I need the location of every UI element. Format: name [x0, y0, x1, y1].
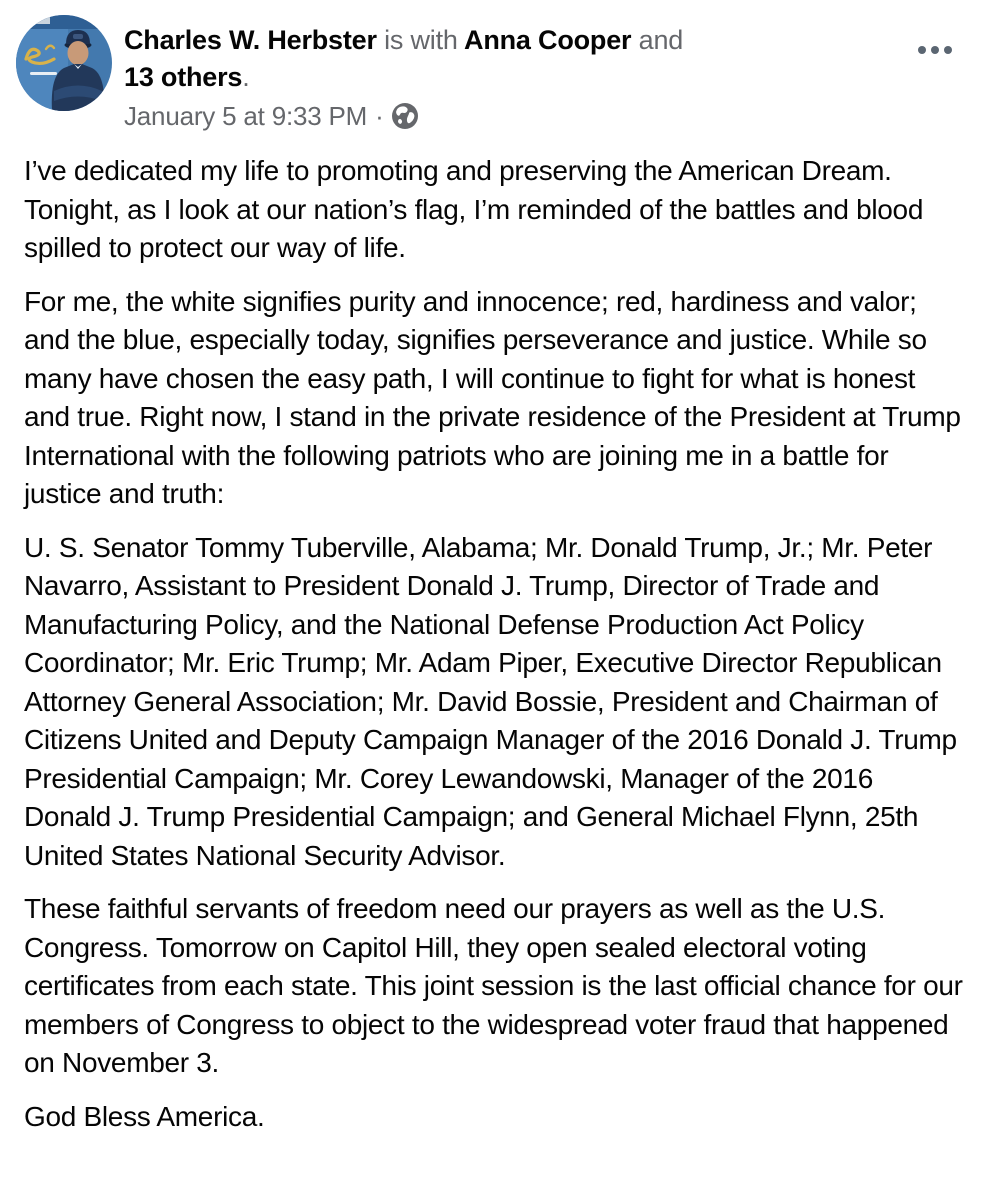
- timestamp-separator: ·: [375, 101, 384, 131]
- post-paragraph: These faithful servants of freedom need our prayers as well as the U.S. Congress. Tomorrow on Capitol Hill, they open sealed electoral voting certificates from each state. This joint session is the last official chance for our members of Congress to object to the widespread voter fraud that happened on November 3.: [24, 893, 963, 1078]
- byline-period: .: [242, 62, 250, 92]
- timestamp-link[interactable]: January 5 at 9:33 PM: [124, 101, 368, 131]
- ellipsis-icon: [944, 46, 952, 54]
- post-paragraph: God Bless America.: [24, 1100, 265, 1132]
- and-text: and: [638, 25, 684, 55]
- timestamp-row: [124, 101, 683, 131]
- others-link[interactable]: 13 others: [124, 62, 243, 92]
- byline: [124, 22, 683, 96]
- post-paragraph: For me, the white signifies purity and innocence; red, hardiness and valor; and the blue, especially today, signifies perseverance and justice. While so many have chosen the easy path, I will continue to fight for what is honest and true. Right now, I stand in the private residence of the President at Trump International with the following patriots who are joining me in a battle for justice and truth:: [24, 285, 961, 509]
- post-paragraph: U. S. Senator Tommy Tuberville, Alabama; Mr. Donald Trump, Jr.; Mr. Peter Navarro, Assistant to President Donald J. Trump, Director of Trade and Manufacturing Policy, and the National Defense Production Act Policy Coordinator; Mr. Eric Trump; Mr. Adam Piper, Executive Director Republican Attorney General Association; Mr. David Bossie, President and Chairman of Citizens United and Deputy Campaign Manager of the 2016 Donald J. Trump Presidential Campaign; Mr. Corey Lewandowski, Manager of the 2016 Donald J. Trump Presidential Campaign; and General Michael Flynn, 25th United States National Security Advisor.: [24, 531, 957, 871]
- avatar-image: [16, 15, 112, 111]
- post-paragraph: I’ve dedicated my life to promoting and preserving the American Dream. Tonight, as I look at our nation’s flag, I’m reminded of the battles and blood spilled to protect our way of life.: [24, 155, 924, 263]
- ellipsis-icon: [931, 46, 939, 54]
- post-header: [0, 0, 990, 131]
- author-name-link[interactable]: Charles W. Herbster: [124, 25, 377, 55]
- post-header-text: [124, 15, 683, 131]
- ellipsis-icon: [918, 46, 926, 54]
- tagged-person-link[interactable]: Anna Cooper: [464, 25, 632, 55]
- avatar[interactable]: [16, 15, 112, 111]
- is-with-text: is with: [384, 25, 458, 55]
- globe-icon: [392, 103, 418, 129]
- post-menu-button[interactable]: [914, 38, 956, 62]
- post-body: [0, 152, 990, 1136]
